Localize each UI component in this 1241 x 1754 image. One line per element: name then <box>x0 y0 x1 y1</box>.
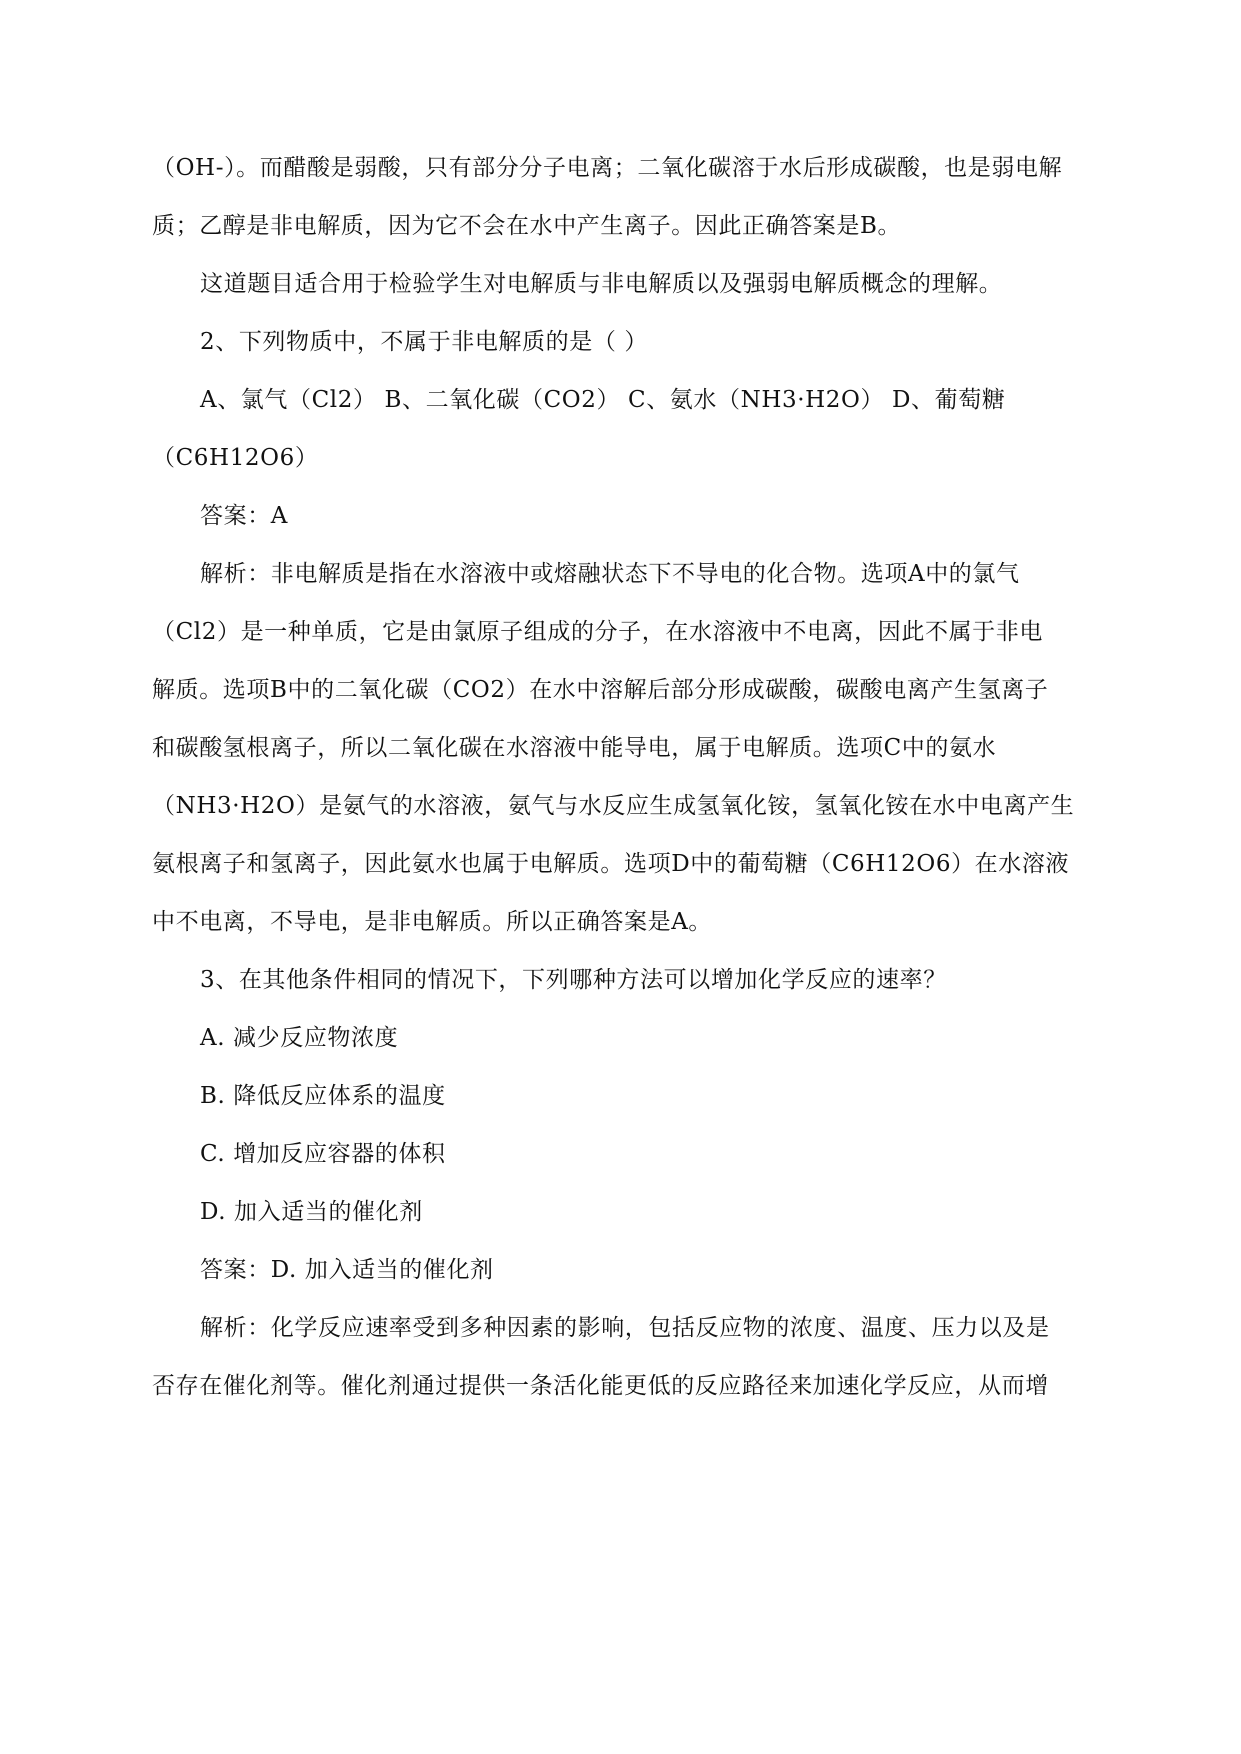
question-3: 3、在其他条件相同的情况下，下列哪种方法可以增加化学反应的速率？ <box>200 967 947 993</box>
paragraph-line: （OH-）。而醋酸是弱酸，只有部分分子电离；二氧化碳溶于水后形成碳酸，也是弱电解 <box>152 155 1063 181</box>
analysis-2-line: 解析：非电解质是指在水溶液中或熔融状态下不导电的化合物。选项A中的氯气 <box>200 561 1020 587</box>
paragraph-line: 这道题目适合用于检验学生对电解质与非电解质以及强弱电解质概念的理解。 <box>200 271 1003 297</box>
analysis-3-line: 解析：化学反应速率受到多种因素的影响，包括反应物的浓度、温度、压力以及是 <box>200 1315 1050 1341</box>
option-a: A. 减少反应物浓度 <box>200 1025 399 1051</box>
option-d: D. 加入适当的催化剂 <box>200 1199 423 1225</box>
paragraph-line: 质；乙醇是非电解质，因为它不会在水中产生离子。因此正确答案是B。 <box>152 213 902 239</box>
question-2-options-cont: （C6H12O6） <box>152 445 319 471</box>
option-c: C. 增加反应容器的体积 <box>200 1141 446 1167</box>
analysis-2-line: 氨根离子和氢离子，因此氨水也属于电解质。选项D中的葡萄糖（C6H12O6）在水溶液 <box>152 851 1070 877</box>
analysis-2-line: 中不电离，不导电，是非电解质。所以正确答案是A。 <box>152 909 713 935</box>
analysis-3-line: 否存在催化剂等。催化剂通过提供一条活化能更低的反应路径来加速化学反应，从而增 <box>152 1373 1049 1399</box>
analysis-2-line: 解质。选项B中的二氧化碳（CO2）在水中溶解后部分形成碳酸，碳酸电离产生氢离子 <box>152 677 1049 703</box>
analysis-2-line: 和碳酸氢根离子，所以二氧化碳在水溶液中能导电，属于电解质。选项C中的氨水 <box>152 735 997 761</box>
answer-3: 答案：D. 加入适当的催化剂 <box>200 1257 494 1283</box>
option-b: B. 降低反应体系的温度 <box>200 1083 446 1109</box>
analysis-2-line: （NH3·H2O）是氨气的水溶液，氨气与水反应生成氢氧化铵，氢氧化铵在水中电离产生 <box>152 793 1075 819</box>
question-2-options: A、氯气（Cl2） B、二氧化碳（CO2） C、氨水（NH3·H2O） D、葡萄糖 <box>200 387 1006 413</box>
analysis-2-line: （Cl2）是一种单质，它是由氯原子组成的分子，在水溶液中不电离，因此不属于非电 <box>152 619 1043 645</box>
answer-2: 答案：A <box>200 503 289 529</box>
question-2: 2、下列物质中，不属于非电解质的是（ ） <box>200 329 648 355</box>
